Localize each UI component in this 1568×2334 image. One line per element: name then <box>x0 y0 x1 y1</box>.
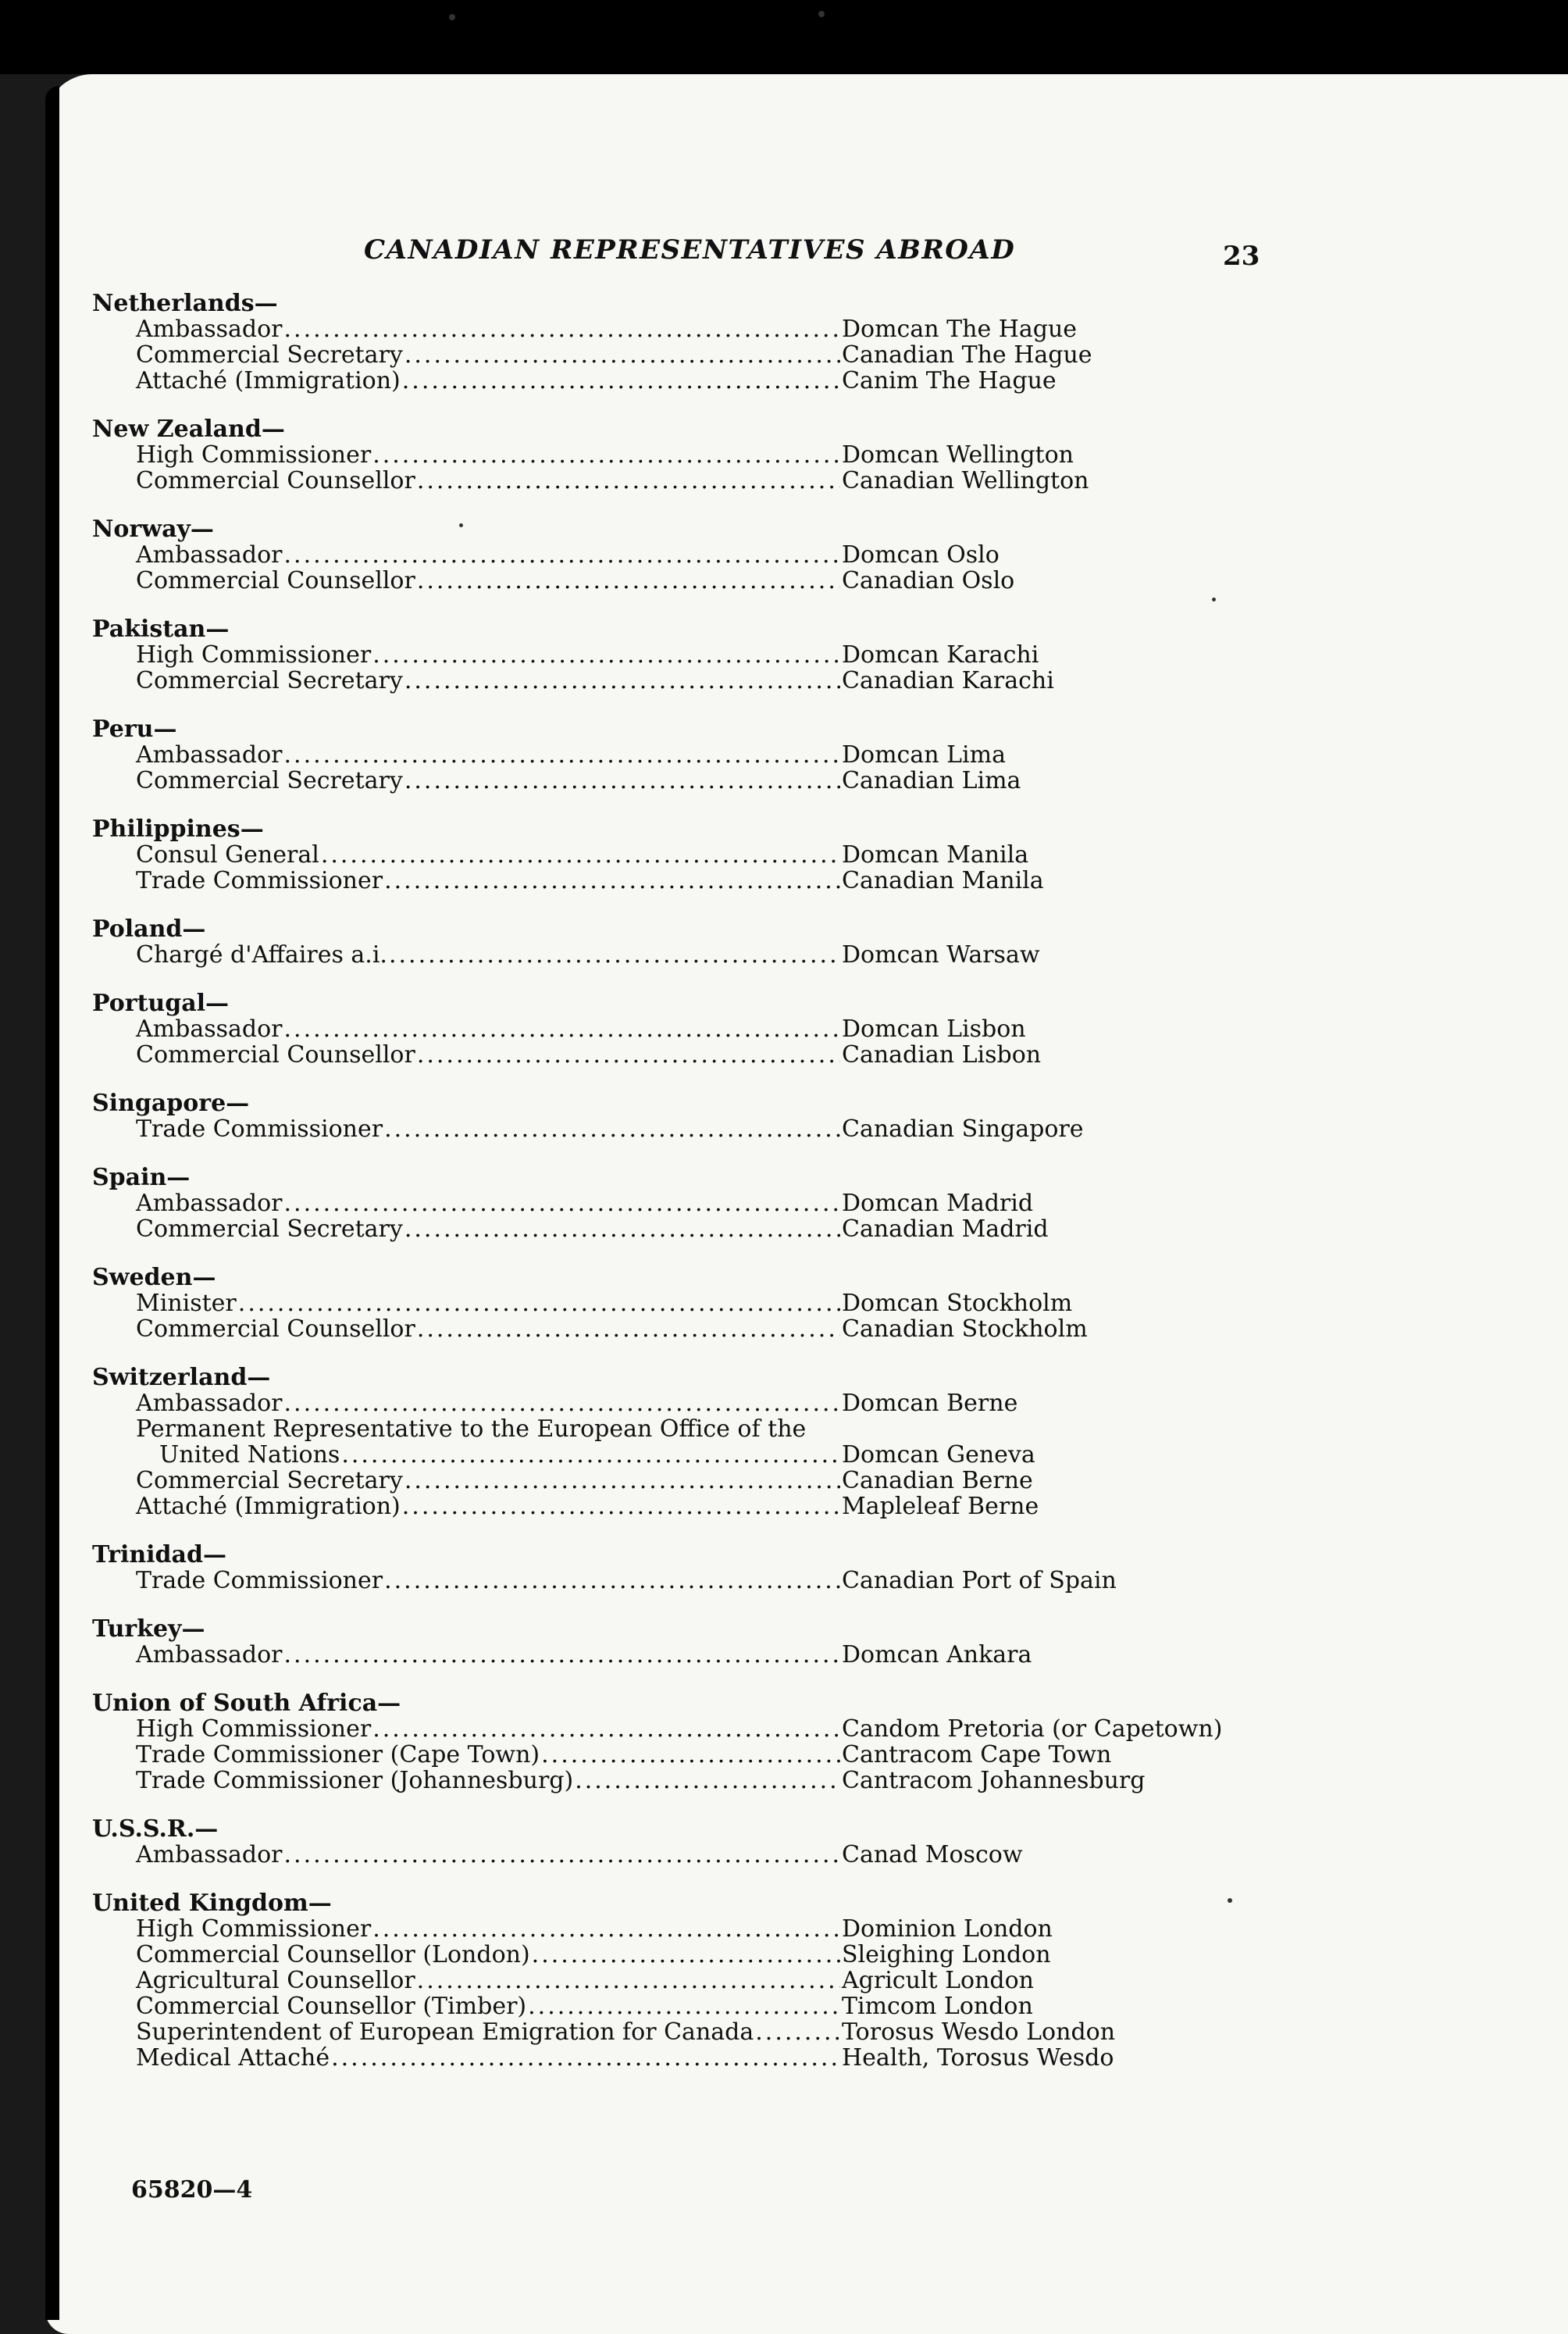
position-title: Ambassador <box>136 1190 283 1217</box>
cable-address: Canadian Lisbon <box>842 1041 1042 1069</box>
scan-speck <box>1212 598 1216 601</box>
cable-address: Domcan Warsaw <box>842 941 1040 969</box>
leader-dots <box>417 468 840 494</box>
position-title: Minister <box>136 1290 237 1317</box>
country-section <box>92 1690 1248 1793</box>
leader-dots <box>372 1716 840 1742</box>
cable-address: Domcan Berne <box>842 1390 1018 1417</box>
country-heading: Philippines— <box>92 815 264 843</box>
leader-dots <box>532 1942 840 1968</box>
cable-address: Torosus Wesdo London <box>842 2018 1116 2046</box>
country-section <box>92 1365 1248 1519</box>
country-section <box>92 1890 1248 2071</box>
representative-entry <box>92 1494 1248 1519</box>
representative-entry <box>92 1768 1248 1793</box>
position-title: Commercial Counsellor <box>136 1041 415 1069</box>
scan-speck <box>449 14 455 20</box>
leader-dots <box>372 442 840 468</box>
leader-dots <box>755 2019 840 2045</box>
leader-dots <box>372 1916 840 1942</box>
cable-address: Cantracom Johannesburg <box>842 1767 1146 1794</box>
leader-dots <box>404 342 840 368</box>
representative-entry <box>92 368 1248 394</box>
leader-dots <box>541 1742 840 1768</box>
position-title: Trade Commissioner <box>136 1567 383 1594</box>
position-title: Agricultural Counsellor <box>136 1967 415 1994</box>
leader-dots <box>284 742 841 768</box>
representative-entry <box>92 1968 1248 1993</box>
leader-dots <box>417 1968 840 1993</box>
representative-entry <box>92 2019 1248 2045</box>
representative-entry <box>92 1942 1248 1968</box>
cable-address: Agricult London <box>842 1967 1035 1994</box>
cable-address: Canadian Karachi <box>842 667 1054 694</box>
scan-speck <box>459 523 463 527</box>
scan-speck <box>1228 1898 1232 1903</box>
cable-address: Timcom London <box>842 1993 1033 2020</box>
page-binding-edge <box>45 86 59 2320</box>
country-heading: U.S.S.R.— <box>92 1815 219 1843</box>
country-heading: Turkey— <box>92 1615 205 1643</box>
country-heading: Sweden— <box>92 1264 216 1291</box>
representative-entry <box>92 742 1248 768</box>
position-title: Commercial Secretary <box>136 667 403 694</box>
cable-address: Canadian Berne <box>842 1467 1033 1494</box>
cable-address: Domcan The Hague <box>842 316 1078 343</box>
position-title: Ambassador <box>136 1641 283 1668</box>
cable-address: Domcan Geneva <box>842 1441 1035 1469</box>
country-section <box>92 816 1248 894</box>
leader-dots <box>417 1042 840 1068</box>
representative-entry <box>92 468 1248 494</box>
leader-dots <box>238 1290 840 1316</box>
leader-dots <box>389 942 840 968</box>
representative-entry <box>92 2045 1248 2071</box>
cable-address: Canadian Wellington <box>842 467 1089 494</box>
position-title: High Commissioner <box>136 641 372 669</box>
country-section <box>92 516 1248 594</box>
position-title: Ambassador <box>136 541 283 569</box>
representatives-list <box>92 291 1248 2093</box>
leader-dots <box>284 542 841 568</box>
cable-address: Health, Torosus Wesdo <box>842 2044 1114 2072</box>
cable-address: Domcan Lisbon <box>842 1015 1026 1043</box>
representative-entry <box>92 942 1248 968</box>
leader-dots <box>404 768 840 794</box>
country-heading: Portugal— <box>92 990 230 1017</box>
country-heading: Switzerland— <box>92 1364 271 1391</box>
scan-speck <box>818 11 825 17</box>
leader-dots <box>321 842 840 868</box>
position-title: Trade Commissioner <box>136 867 383 894</box>
leader-dots <box>402 1494 840 1519</box>
position-title: Chargé d'Affaires a.i. <box>136 941 387 969</box>
representative-entry <box>92 568 1248 594</box>
cable-address: Canadian Madrid <box>842 1215 1049 1243</box>
position-title: Commercial Counsellor <box>136 567 415 594</box>
representative-entry <box>92 1568 1248 1593</box>
cable-address: Domcan Ankara <box>842 1641 1032 1668</box>
cable-address: Canadian Port of Spain <box>842 1567 1117 1594</box>
position-title: Commercial Secretary <box>136 767 403 794</box>
cable-address: Cantracom Cape Town <box>842 1741 1112 1768</box>
representative-entry <box>92 1916 1248 1942</box>
leader-dots <box>331 2045 840 2071</box>
cable-address: Canadian Singapore <box>842 1115 1084 1143</box>
position-title: High Commissioner <box>136 1915 372 1943</box>
representative-entry <box>92 1016 1248 1042</box>
cable-address: Domcan Manila <box>842 841 1029 869</box>
country-heading: Netherlands— <box>92 290 278 317</box>
representative-entry <box>92 1116 1248 1142</box>
cable-address: Canadian Stockholm <box>842 1315 1088 1343</box>
position-title: Ambassador <box>136 316 283 343</box>
position-title: Commercial Counsellor (Timber) <box>136 1993 527 2020</box>
position-title: Commercial Counsellor <box>136 467 415 494</box>
page-number: 23 <box>1223 241 1260 272</box>
representative-entry <box>92 868 1248 894</box>
position-title: United Nations <box>159 1441 340 1469</box>
country-section <box>92 1542 1248 1593</box>
leader-dots <box>284 1642 841 1668</box>
position-title: High Commissioner <box>136 1715 372 1743</box>
leader-dots <box>417 568 840 594</box>
position-title: Trade Commissioner (Cape Town) <box>136 1741 540 1768</box>
representative-entry <box>92 342 1248 368</box>
cable-address: Domcan Karachi <box>842 641 1039 669</box>
representative-entry <box>92 1716 1248 1742</box>
representative-entry <box>92 542 1248 568</box>
position-title: Superintendent of European Emigration for Canada <box>136 2018 754 2046</box>
position-title: High Commissioner <box>136 441 372 469</box>
country-heading: Spain— <box>92 1164 191 1191</box>
country-heading: Union of South Africa— <box>92 1690 401 1717</box>
leader-dots <box>384 1116 840 1142</box>
position-title: Medical Attaché <box>136 2044 330 2072</box>
cable-address: Mapleleaf Berne <box>842 1493 1039 1520</box>
country-heading: Peru— <box>92 716 177 743</box>
position-title: Ambassador <box>136 1015 283 1043</box>
representative-entry <box>92 1442 1248 1468</box>
position-title: Attaché (Immigration) <box>136 1493 401 1520</box>
country-section <box>92 1616 1248 1668</box>
representative-entry <box>92 642 1248 668</box>
leader-dots <box>404 1468 840 1494</box>
cable-address: Candom Pretoria (or Capetown) <box>842 1715 1223 1743</box>
cable-address: Domcan Lima <box>842 741 1006 769</box>
country-heading: United Kingdom— <box>92 1890 332 1917</box>
leader-dots <box>575 1768 840 1793</box>
cable-address: Canadian Lima <box>842 767 1021 794</box>
position-title: Trade Commissioner <box>136 1115 383 1143</box>
position-title: Commercial Counsellor <box>136 1315 415 1343</box>
representative-entry <box>92 1842 1248 1868</box>
leader-dots <box>284 1016 841 1042</box>
leader-dots <box>404 1216 840 1242</box>
cable-address: Domcan Oslo <box>842 541 1000 569</box>
position-title: Permanent Representative to the European Office of the <box>136 1415 807 1443</box>
position-title: Commercial Secretary <box>136 1467 403 1494</box>
representative-entry <box>92 768 1248 794</box>
leader-dots <box>384 868 840 894</box>
leader-dots <box>417 1316 840 1342</box>
country-section <box>92 1816 1248 1868</box>
cable-address: Canim The Hague <box>842 367 1057 394</box>
country-heading: Singapore— <box>92 1090 250 1117</box>
representative-entry <box>92 1642 1248 1668</box>
position-title: Trade Commissioner (Johannesburg) <box>136 1767 574 1794</box>
leader-dots <box>284 1842 841 1868</box>
country-heading: New Zealand— <box>92 416 285 443</box>
country-section <box>92 990 1248 1068</box>
country-section <box>92 291 1248 394</box>
representative-entry <box>92 1190 1248 1216</box>
representative-entry <box>92 842 1248 868</box>
representative-entry <box>92 1742 1248 1768</box>
position-title: Ambassador <box>136 1390 283 1417</box>
country-section <box>92 716 1248 794</box>
country-section <box>92 416 1248 494</box>
country-heading: Norway— <box>92 516 214 543</box>
country-section <box>92 916 1248 968</box>
leader-dots <box>341 1442 840 1468</box>
country-section <box>92 1165 1248 1242</box>
cable-address: Canadian Manila <box>842 867 1044 894</box>
country-section <box>92 1265 1248 1342</box>
leader-dots <box>402 368 840 394</box>
cable-address: Sleighing London <box>842 1941 1051 1968</box>
representative-entry <box>92 1993 1248 2019</box>
position-title: Ambassador <box>136 1841 283 1868</box>
cable-address: Domcan Madrid <box>842 1190 1034 1217</box>
leader-dots <box>372 642 840 668</box>
representative-entry <box>92 1216 1248 1242</box>
position-title: Ambassador <box>136 741 283 769</box>
cable-address: Domcan Wellington <box>842 441 1074 469</box>
representative-entry <box>92 442 1248 468</box>
position-title: Commercial Secretary <box>136 1215 403 1243</box>
scanner-top-band <box>0 0 1568 74</box>
leader-dots <box>284 1390 841 1416</box>
representative-entry <box>92 1290 1248 1316</box>
position-title: Commercial Secretary <box>136 341 403 369</box>
representative-entry <box>92 1468 1248 1494</box>
position-title: Commercial Counsellor (London) <box>136 1941 530 1968</box>
representative-entry <box>92 1390 1248 1416</box>
cable-address: Canad Moscow <box>842 1841 1023 1868</box>
cable-address: Canadian Oslo <box>842 567 1015 594</box>
print-code: 65820—4 <box>131 2176 253 2204</box>
cable-address: Canadian The Hague <box>842 341 1092 369</box>
cable-address: Domcan Stockholm <box>842 1290 1073 1317</box>
representative-entry <box>92 1316 1248 1342</box>
position-title: Consul General <box>136 841 319 869</box>
leader-dots <box>284 1190 841 1216</box>
representative-entry <box>92 1042 1248 1068</box>
country-heading: Trinidad— <box>92 1541 226 1568</box>
running-head: CANADIAN REPRESENTATIVES ABROAD <box>364 234 1016 266</box>
representative-entry <box>92 1416 1248 1442</box>
page-header <box>0 234 1568 281</box>
country-heading: Poland— <box>92 915 206 943</box>
representative-entry <box>92 668 1248 694</box>
representative-entry <box>92 316 1248 342</box>
leader-dots <box>384 1568 840 1593</box>
position-title: Attaché (Immigration) <box>136 367 401 394</box>
leader-dots <box>284 316 841 342</box>
leader-dots <box>528 1993 840 2019</box>
country-section <box>92 616 1248 694</box>
country-heading: Pakistan— <box>92 616 230 643</box>
cable-address: Dominion London <box>842 1915 1053 1943</box>
leader-dots <box>404 668 840 694</box>
country-section <box>92 1090 1248 1142</box>
